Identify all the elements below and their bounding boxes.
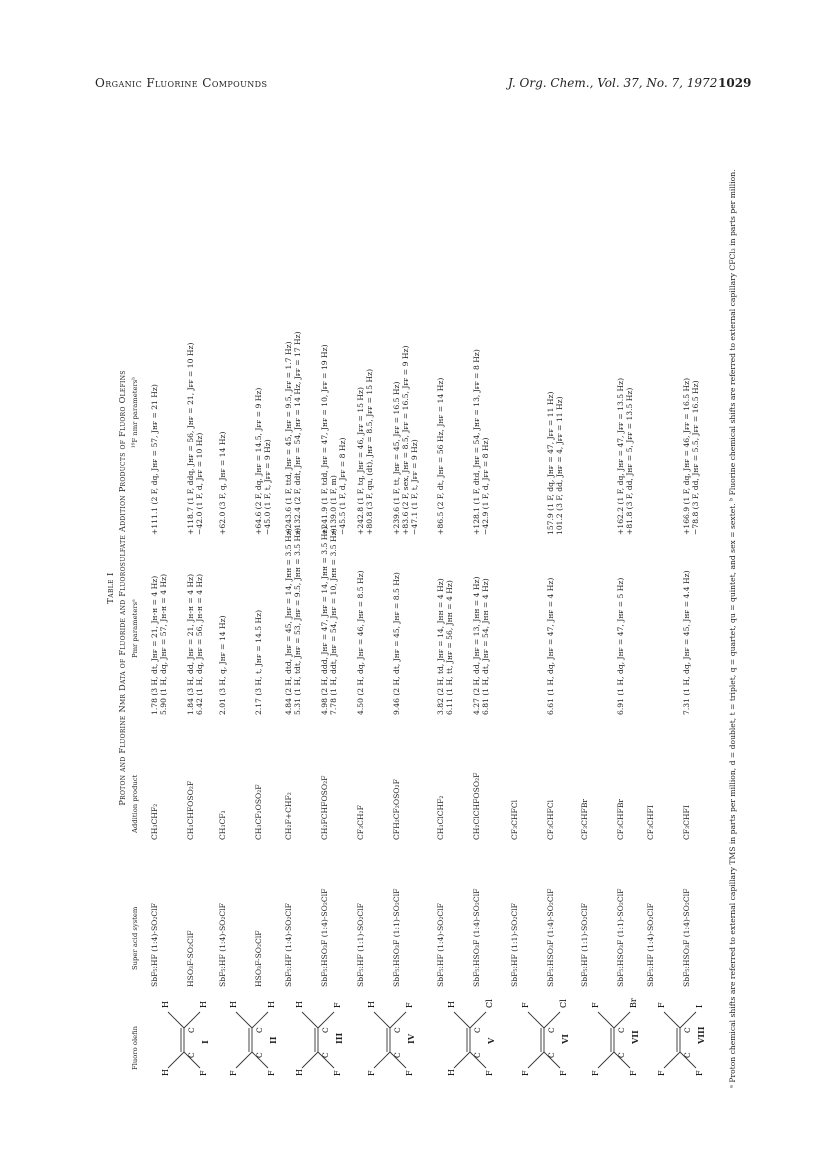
super-acid-system: SbF₅:HF (1:4)-SO₂ClF [218,903,227,987]
addition-product: CH₂F+CHF₂ [284,792,293,840]
olefin-numeral: VIII [696,1026,706,1044]
f19-nmr-parameters-line: +81.8 (3 F, dd, Jʜғ = 5, Jғғ = 13.5 Hz) [625,387,635,535]
super-acid-system: SbF₅:HF (1:1)-SO₂ClF [510,903,519,987]
pmr-parameters [436,578,454,715]
f19-nmr-parameters-line: +241.9 (1 F, tdd, Jʜғ = 47, Jʜғ = 10, Jғғ = 19 Hz) [320,344,329,535]
running-header-journal: J. Org. Chem., Vol. 37, No. 7, 1972 [508,76,718,90]
f19-nmr-parameters-line: +64.6 (2 F, dq, Jʜғ = 14.5, Jғғ = 9 Hz) [254,387,263,535]
addition-product: CF₃CHFI [682,805,691,840]
atom-label: H [199,1001,208,1008]
pmr-parameters [392,572,401,715]
olefin-structure [288,993,348,1088]
addition-product: CFH₂CF₂OSO₂F [392,779,401,840]
addition-product: CH₃CHFOSO₂F [186,780,195,840]
f19-nmr-parameters-line: +132.4 (2 F, ddt, Jʜғ = 54, Jʜғ = 14 Hz, Jғғ = 17 Hz) [293,331,303,535]
carbon-label: C [393,1052,402,1058]
olefin-structure [440,993,500,1088]
carbon-label: C [617,1027,626,1033]
pmr-parameters [254,610,263,715]
atom-label: F [485,1070,494,1076]
f19-nmr-parameters [682,378,700,535]
atom-label: F [405,1002,414,1008]
pmr-parameters [186,574,204,715]
super-acid-system: SbF₅:HSO₃F (1:4)-SO₂ClF [320,888,329,987]
pmr-parameters [472,577,490,715]
f19-nmr-parameters-line: −45.0 (1 F, t, Jғғ = 9 Hz) [263,439,273,535]
f19-nmr-parameters [254,388,272,535]
atom-label: F [333,1070,342,1076]
olefin-numeral: V [486,1037,496,1044]
super-acid-system: SbF₅:HF (1:1)-SO₂ClF [356,903,365,987]
f19-nmr-parameters [356,369,374,535]
pmr-parameters-line: 4.98 (2 H, ddd, Jʜғ = 47, Jʜғ = 14, Jʜʜ = 3.5 Hz) [320,526,329,715]
pmr-parameters-line: 6.11 (1 H, tt, Jʜғ = 56, Jʜʜ = 4 Hz) [445,580,455,715]
super-acid-system: SbF₅:HF (1:4)-SO₂ClF [436,903,445,987]
rotated-table [106,88,756,1088]
super-acid-system: SbF₅:HSO₃F (1:4)-SO₂ClF [472,888,481,987]
atom-label: F [591,1002,600,1008]
table-title: Proton and Fluorine Nmr Data of Fluoride and Fluorosulfate Addition Products of Fluoro Olefins [117,370,127,806]
f19-nmr-parameters-line: +83.6 (2 F, sex, Jʜғ = 8.5, Jғғ = 16.5, Jғғ = 9 Hz) [401,345,411,535]
super-acid-system: SbF₅:HF (1:4)-SO₂ClF [150,903,159,987]
f19-nmr-parameters [186,343,204,535]
carbon-label: C [683,1052,692,1058]
f19-nmr-parameters-line: +162.2 (1 F, dq, Jʜғ = 47, Jғғ = 13.5 Hz) [616,377,625,535]
carbon-label: C [547,1052,556,1058]
olefin-numeral: VII [630,1030,640,1044]
atom-label: H [161,1069,170,1076]
carbon-label: C [321,1052,330,1058]
pmr-parameters-line: 4.84 (2 H, dtd, Jʜғ = 45, Jʜғ = 14, Jʜʜ = 3.5 Hz) [284,528,293,715]
pmr-parameters [284,528,302,715]
olefin-structure [360,993,420,1088]
pmr-parameters-line: 5.31 (1 H, tdt, Jʜғ = 53, Jʜғ = 9.5, Jʜʜ = 3.5 Hz) [293,527,303,715]
pmr-parameters-line: 4.50 (2 H, dq, Jʜғ = 46, Jʜғ = 8.5 Hz) [356,570,365,715]
f19-nmr-parameters-line: +139.0 (1 F, m) [329,475,339,535]
atom-label: H [229,1001,238,1008]
f19-nmr-parameters [218,432,227,535]
atom-label: F [629,1070,638,1076]
f19-nmr-parameters [616,378,634,535]
pmr-parameters-line: 6.81 (1 H, dt, Jʜғ = 54, Jʜʜ = 4 Hz) [481,578,491,715]
f19-nmr-parameters-line: +118.7 (1 F, ddq, Jʜғ = 56, Jʜғ = 21, Jғғ = 10 Hz) [186,342,195,535]
atom-label: H [447,1001,456,1008]
atom-label: F [229,1070,238,1076]
pmr-parameters [616,578,625,715]
atom-label: H [161,1001,170,1008]
olefin-structure [222,993,282,1088]
atom-label: I [695,1004,704,1008]
atom-label: F [199,1070,208,1076]
super-acid-system: SbF₅:HF (1:4)-SO₂ClF [646,903,655,987]
atom-label: Cl [485,999,494,1008]
atom-label: F [521,1070,530,1076]
f19-nmr-parameters-line: −78.8 (3 F, dd, Jʜғ = 5.5, Jғғ = 16.5 Hz) [691,380,701,535]
atom-label: F [267,1070,276,1076]
carbon-label: C [473,1052,482,1058]
olefin-numeral: II [268,1036,278,1044]
pmr-parameters-line: 2.01 (3 H, q, Jʜғ = 14 Hz) [218,615,227,715]
f19-nmr-parameters [436,378,445,535]
pmr-parameters-line: 6.61 (1 H, dq, Jʜғ = 47, Jʜғ = 4 Hz) [546,577,555,715]
pmr-parameters [320,527,338,715]
f19-nmr-parameters-line: +243.6 (1 F, ttd, Jʜғ = 45, Jʜғ = 9.5, Jғғ = 1.7 Hz) [284,341,293,535]
carbon-label: C [473,1027,482,1033]
super-acid-system: SbF₅:HSO₃F (1:1)-SO₂ClF [616,888,625,987]
f19-nmr-parameters [546,392,564,535]
carbon-label: C [255,1052,264,1058]
f19-nmr-parameters [472,349,490,535]
atom-label: H [367,1001,376,1008]
f19-nmr-parameters-line: −45.5 (1 F, d, Jғғ = 8 Hz) [338,437,348,535]
addition-product: CF₃CHFI [646,805,655,840]
pmr-parameters-line: 1.78 (3 H, dt, Jʜғ = 21, Jʜ-ʜ = 4 Hz) [150,575,159,715]
addition-product: CF₃CHFCl [546,799,555,840]
col-header-product: Addition product [131,774,139,833]
f19-nmr-parameters-line: +111.1 (2 F, dq, Jʜғ = 57, Jʜғ = 21 Hz) [150,384,159,535]
atom-label: Br [629,998,638,1008]
olefin-structure [154,993,214,1088]
f19-nmr-parameters [320,344,347,535]
table-footnote: ᵃ Proton chemical shifts are referred to external capillary TMS in parts per million, d = doublet, t = triplet, q = quartet, qu = quintet, and sex = sextet. ᵇ Fluorine chemical shifts are referred to external capillary CFCl₃ in parts per million. [728,169,737,1088]
f19-nmr-parameters-line: +86.5 (2 F, dt, Jʜғ = 56 Hz, Jʜғ = 14 Hz) [436,377,445,535]
olefin-numeral: III [334,1032,344,1044]
atom-label: F [657,1002,666,1008]
col-header-pmr: Pmr parametersᵃ [131,599,139,658]
carbon-label: C [187,1052,196,1058]
atom-label: F [521,1002,530,1008]
atom-label: F [367,1070,376,1076]
f19-nmr-parameters-line: −47.1 (1 F, t, Jғғ = 9 Hz) [410,439,420,535]
atom-label: F [695,1070,704,1076]
super-acid-system: SbF₅:HF (1:4)-SO₂ClF [284,903,293,987]
super-acid-system: HSO₃F-SO₂ClF [254,930,263,987]
super-acid-system: SbF₅:HSO₃F (1:4)-SO₂ClF [682,888,691,987]
pmr-parameters-line: 4.27 (2 H, dd, Jʜғ = 13, Jʜʜ = 4 Hz) [472,576,481,715]
carbon-label: C [547,1027,556,1033]
addition-product: CF₃CH₂F [356,805,365,840]
atom-label: F [559,1070,568,1076]
pmr-parameters-line: 2.17 (3 H, t, Jʜғ = 14.5 Hz) [254,609,263,715]
olefin-structure [584,993,644,1088]
pmr-parameters-line: 1.84 (3 H, dd, Jʜғ = 21, Jʜ-ʜ = 4 Hz) [186,573,195,715]
atom-label: H [295,1001,304,1008]
carbon-label: C [393,1027,402,1033]
addition-product: CH₃CHF₂ [150,803,159,840]
carbon-label: C [683,1027,692,1033]
f19-nmr-parameters [150,384,159,535]
atom-label: H [267,1001,276,1008]
f19-nmr-parameters-line: 101.2 (3 F, dd, Jʜғ = 4, Jғғ = 11 Hz) [555,396,565,535]
col-header-acid: Super acid system [131,906,139,970]
olefin-structure [650,993,710,1088]
olefin-numeral: I [200,1040,210,1044]
pmr-parameters-line: 6.91 (1 H, dq, Jʜғ = 47, Jʜғ = 5 Hz) [616,577,625,715]
super-acid-system: SbF₅:HF (1:1)-SO₂ClF [580,903,589,987]
carbon-label: C [187,1027,196,1033]
col-header-f19: ¹⁹F nmr parametersᵇ [131,377,139,448]
atom-label: H [447,1069,456,1076]
super-acid-system: HSO₃F-SO₂ClF [186,930,195,987]
addition-product: CH₂FCHFOSO₂F [320,775,329,840]
atom-label: F [333,1002,342,1008]
pmr-parameters-line: 3.82 (2 H, td, Jʜғ = 14, Jʜʜ = 4 Hz) [436,578,445,715]
pmr-parameters-line: 9.46 (2 H, dt, Jʜғ = 45, Jʜғ = 8.5 Hz) [392,572,401,715]
addition-product: CF₃CHFBr [580,798,589,840]
f19-nmr-parameters-line: 157.9 (1 F, dq, Jʜғ = 47, Jғғ = 11 Hz) [546,391,555,535]
page-number: 1029 [718,76,752,90]
super-acid-system: SbF₅:HSO₃F (1:4)-SO₂ClF [546,888,555,987]
addition-product: CF₃CHFCl [510,799,519,840]
pmr-parameters [356,570,365,715]
atom-label: H [295,1069,304,1076]
f19-nmr-parameters-line: +239.6 (1 F, tt, Jʜғ = 45, Jғғ = 16.5 Hz) [392,381,401,535]
pmr-parameters [682,570,691,715]
pmr-parameters-line: 7.31 (1 H, dq, Jʜғ = 45, Jʜғ = 4.4 Hz) [682,570,691,715]
f19-nmr-parameters [392,346,419,535]
atom-label: F [591,1070,600,1076]
f19-nmr-parameters-line: +80.8 (3 F, qu, (dt), Jʜғ = 8.5, Jғғ = 15 Hz) [365,368,375,535]
f19-nmr-parameters-line: +242.8 (1 F, tq, Jʜғ = 46, Jғғ = 15 Hz) [356,387,365,535]
olefin-numeral: IV [406,1034,416,1044]
f19-nmr-parameters-line: −42.0 (1 F, d, Jғғ = 10 Hz) [195,432,205,535]
running-header-title: Organic Fluorine Compounds [95,76,268,90]
olefin-numeral: VI [560,1034,570,1044]
pmr-parameters-line: 6.42 (1 H, dq, Jʜғ = 56, Jʜ-ʜ = 4 Hz) [195,573,205,715]
atom-label: F [405,1070,414,1076]
pmr-parameters [218,615,227,715]
carbon-label: C [617,1052,626,1058]
f19-nmr-parameters [284,331,302,535]
f19-nmr-parameters-line: +166.9 (1 F, dq, Jʜғ = 46, Jғғ = 16.5 Hz) [682,377,691,535]
col-header-olefin: Fluoro olefin [131,1025,139,1070]
pmr-parameters-line: 7.78 (1 H, ddt, Jʜғ = 54, Jʜғ = 10, Jʜʜ = 3.5 Hz) [329,528,339,715]
f19-nmr-parameters-line: +62.0 (3 F, q, Jʜғ = 14 Hz) [218,431,227,535]
olefin-structure [514,993,574,1088]
f19-nmr-parameters-line: +128.1 (1 F, dtd, Jʜғ = 54, Jʜғ = 13, Jғғ = 8 Hz) [472,349,481,535]
addition-product: CF₃CHFBr [616,798,625,840]
addition-product: CH₃CF₃ [218,810,227,840]
pmr-parameters [546,578,555,715]
addition-product: CH₂ClCHFOSO₂F [472,772,481,840]
carbon-label: C [255,1027,264,1033]
pmr-parameters [150,574,168,715]
f19-nmr-parameters-line: −42.9 (1 F, d, Jғғ = 8 Hz) [481,437,491,535]
carbon-label: C [321,1027,330,1033]
addition-product: CH₃ClCHF₂ [436,795,445,840]
addition-product: CH₃CF₂OSO₂F [254,784,263,840]
atom-label: F [657,1070,666,1076]
atom-label: Cl [559,999,568,1008]
table-label: Table I [106,572,116,604]
pmr-parameters-line: 5.90 (1 H, dq, Jʜғ = 57, Jʜ-ʜ = 4 Hz) [159,573,169,715]
super-acid-system: SbF₅:HSO₃F (1:1)-SO₂ClF [392,888,401,987]
